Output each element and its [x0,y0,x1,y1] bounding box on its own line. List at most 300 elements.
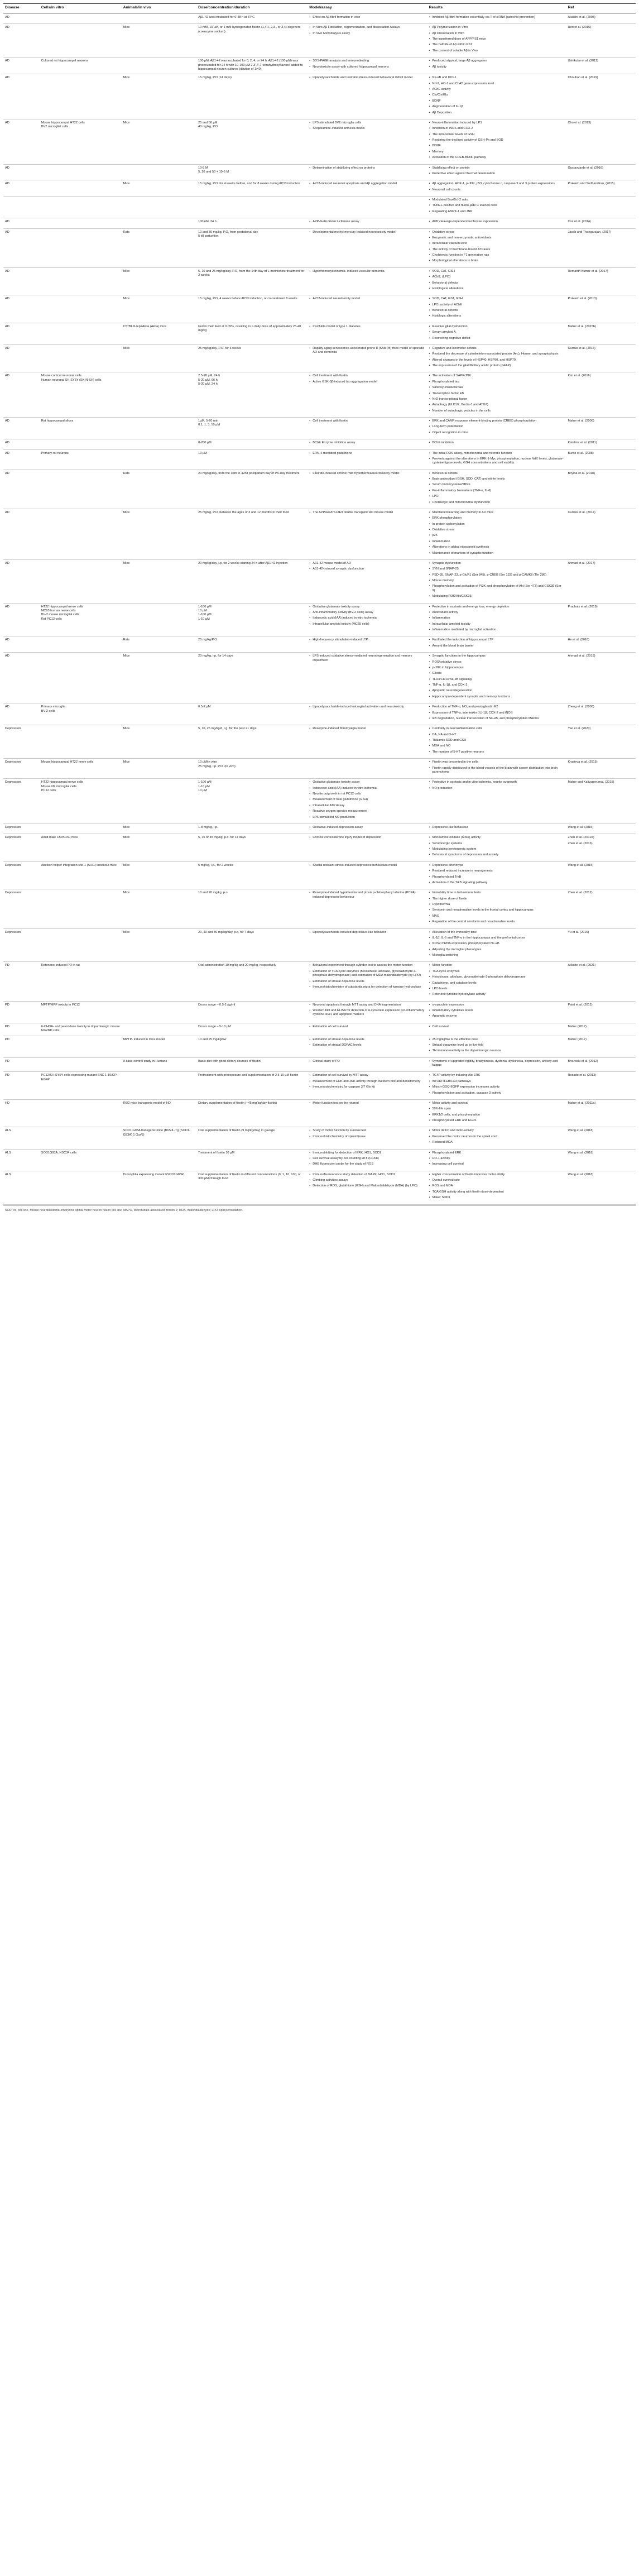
bullet-item: • PSD-95, SNAP-23, p-GluR1 (Ser 845), p-CREB (Ser 133) and p-CAMKII (Thr 286) [429,573,564,577]
bullet-item: • The initial ROS assay, mitochondrial and necrotic function [429,452,564,456]
bullet-item: • Western blot and ELISA for detection of α-synuclein expression pro-inflammatory cytokine level, and apoptotic markers [309,1009,425,1017]
cell-results [427,449,566,470]
cell-ref [566,267,636,295]
reference-link[interactable]: Prakash and Sudhandiran, (2015) [568,182,615,186]
cell-disease: AD [3,164,40,180]
bullet-item: • Motor function test on the rotarod [309,1102,425,1105]
bullet-item: • Histologic alterations [429,314,564,318]
cell-results-list [429,220,564,224]
reference-link[interactable]: Krasieva et al. (2015) [568,760,598,764]
cell-results-list [429,325,564,341]
cell-disease: PD [3,1001,40,1023]
cell-results [427,861,566,889]
bullet-item: • Intracellular amyloid toxicity (MC65 cells) [309,623,425,626]
cell-results [427,164,566,180]
cell-results-list [429,441,564,445]
bullet-item: • Oxidative-induced depression assay [309,826,425,830]
cell-model-assay [308,1057,427,1072]
table-row [3,1023,636,1036]
cell-cells-in-vitro [40,295,122,323]
bullet-item: • Depressive-like behaviour [429,826,564,830]
bullet-item: • Intracellular amyloid toxicity [429,623,564,626]
cell-dose: 10-5 M 5, 20 and 50 + 10-6 M [196,164,308,180]
cell-cells-in-vitro [40,636,122,653]
cell-cells-in-vitro [40,1171,122,1204]
bullet-item: • Modulating PI3K/Akt/GSK3β [429,595,564,598]
bullet-item: • TH immunoreactivity in the dopaminergic neurons [429,1049,564,1053]
cell-disease: AD [3,323,40,344]
reference-link[interactable]: Chouhan et al. (2019) [568,76,598,80]
cell-model-assay [308,1036,427,1057]
bullet-item: • ROS/oxidative stress [429,660,564,664]
cell-dose: 1-100 µM 10 µM 1-100 µM 1-10 µM [196,603,308,636]
bullet-item: • Intracellular ATP Assay [309,804,425,808]
cell-cells-in-vitro: HT22 hippocampal nerve cells Mouse N9 microglial cells PC12 cells [40,779,122,824]
cell-dose: 10 µM/in vitro 25 mg/kg, i.p. P.O. (in vivo) [196,759,308,779]
cell-animals-in-vivo: Mice [122,119,196,164]
cell-results-list [429,1129,564,1145]
cell-animals-in-vivo [122,603,196,636]
bullet-item: • Thalamic SOD and GSH [429,739,564,743]
cell-model-assay-list [309,472,425,476]
bullet-item: • SDS-PAGE analysis and immunoblotting [309,59,425,63]
bullet-item: • Reduced MDA [429,1141,564,1145]
cell-results [427,653,566,703]
cell-results [427,470,566,509]
bullet-item: • Lipopolysaccharide and restraint stress-induced behavioral deficit model [309,76,425,80]
cell-dose: Doses range – 5-10 µM [196,1023,308,1036]
reference-link[interactable]: Wang et al. (2018) [568,1172,594,1176]
cell-dose: 100 µM, Aβ1-42 was incubated for 0, 2, 4, or 24 h; Aβ1-42 (100 µM) was preincubated for 24 h with 10-100 µM 2,3',4',7-tetrahydroxyflavone added to hippocampal neuron cultures (dilution of 1:40) [196,58,308,74]
bullet-item: • HO-1 activity [429,1157,564,1161]
bullet-item: • Inflammation mediated by microglial activation [429,628,564,632]
bullet-item: • TCA cycle enzymes [429,970,564,974]
cell-cells-in-vitro [40,218,122,228]
cell-dose: Oral administration 10 mg/kg and 20 mg/kg, respectively [196,962,308,1001]
bullet-item: • Striatal dopamine level up to five-fold [429,1043,564,1047]
bullet-item: • Around the blood brain barrier [429,644,564,648]
reference-link[interactable]: Patel et al. (2012) [568,1003,593,1007]
cell-results-list [429,472,564,505]
reference-link[interactable]: Zheng et al. (2008) [568,705,594,709]
reference-link[interactable]: Maher (2017) [568,1024,587,1028]
col-header-disease: Disease [3,4,40,13]
cell-ref [566,295,636,323]
cell-animals-in-vivo: Mice [122,759,196,779]
table-row [3,823,636,834]
bullet-item: • Detection of ROS, glutathione (GSH) and Malondialdehyde (MDA) (by LPO) [309,1184,425,1188]
table-row [3,439,636,449]
bullet-item: • Clinical study of PD [309,1060,425,1064]
bullet-item: • Immunoblotting for detection of ERK, HO1, SOD1 [309,1151,425,1155]
bullet-item: • Cognitive and locomotor deficits [429,347,564,351]
bullet-item: • Reserpine-induced hypothermia and ptosis p-chlorophenyl alanine (PCPA) induced depressive behaviour [309,891,425,899]
cell-animals-in-vivo: Rats [122,228,196,267]
reference-link[interactable]: Zhen et al. (2012a) [568,836,594,840]
bullet-item: • Immunohistochemistry of substantia nigra for detection of tyrosine hydroxylase [309,985,425,989]
cell-dose: 10 mM, 10 µM, or 1 mM hydrogenated fisetin (1,4H, 2,3-, or 3,4) cogeners (coenzyme sodium) [196,24,308,58]
bullet-item: • Estimation of striatal dopamine levels [309,1038,425,1042]
bullet-item: • In protein carbonylation [429,523,564,526]
bullet-item: • Phosphorylated tau [429,380,564,384]
table-row [3,267,636,295]
bullet-item: • The transferred dose of APP/PS1 mice [429,37,564,41]
cell-model-assay [308,228,427,267]
cell-results-list [429,16,564,20]
bullet-item: • NOS2 mRNA expression, phosphorylated NF-κB [429,942,564,946]
reference-link[interactable]: Katalinic et al. (2011) [568,441,597,445]
table-row [3,861,636,889]
cell-results-list [429,166,564,176]
bullet-item: • α-synuclein expression [429,1003,564,1007]
bullet-item: • The higher dose of fisetin [429,897,564,901]
cell-animals-in-vivo [122,449,196,470]
cell-ref [566,779,636,824]
cell-ref [566,119,636,164]
bullet-item: • Fluoride-induced chronic mild hypothermia/neurotoxicity model [309,472,425,476]
cell-disease: PD [3,1072,40,1100]
cell-disease: AD [3,228,40,267]
bullet-item: • Measurement of total glutathione (GSH) [309,798,425,802]
cell-cells-in-vitro [40,1099,122,1127]
cell-cells-in-vitro [40,653,122,703]
bullet-item: • Climbing activities assays [309,1179,425,1182]
table-page [0,0,639,1216]
bullet-item: • Phosphorylated TrkB [429,875,564,879]
reference-link[interactable]: Prakash et al. (2013) [568,297,597,301]
cell-cells-in-vitro: SOD1G93A, NSC34 cells [40,1149,122,1171]
reference-link[interactable]: He et al. (2018) [568,638,589,642]
bullet-item: • LPS-induced oxidative stress-mediated neurodegeneration and memory impairment [309,654,425,663]
reference-link[interactable]: Currais et al. (2014) [568,510,595,514]
reference-link[interactable]: Prachuis et al. (2019) [568,605,598,609]
cell-cells-in-vitro: Primary microglia BV-2 cells [40,703,122,725]
reference-link[interactable]: Wang et al. (2018) [568,1129,594,1133]
cell-ref [566,861,636,889]
cell-model-assay-list [309,419,425,423]
cell-dose: 2.5-20 µM, 24 h 5-20 µM, 96 h 5-20 µM, 24 h [196,372,308,418]
cell-dose: 0-200 µM [196,439,308,449]
cell-model-assay-list [309,1151,425,1167]
cell-dose: 5 mg/kg, i.p., for 2 weeks [196,861,308,889]
cell-model-assay [308,861,427,889]
bullet-item: • NO production [429,787,564,791]
cell-dose: Doses range – 0.5-2 µg/ml [196,1001,308,1023]
cell-dose: 1-100 µM 1-10 µM 10 µM [196,779,308,824]
cell-model-assay [308,636,427,653]
bullet-item: • mTOR/TFEB/LC3 pathways [429,1080,564,1084]
reference-link[interactable]: Yao et al. (2020) [568,727,591,731]
table-row [3,636,636,653]
bullet-item: • Motor function [429,964,564,968]
cell-disease: ALS [3,1127,40,1149]
cell-model-assay-list [309,1025,425,1029]
cell-disease: AD [3,24,40,58]
cell-dose: 10 and 30 mg/kg, P.O, from gestational day 5 till parturition [196,228,308,267]
bullet-item: • Produced atypical, large Aβ aggregates [429,59,564,63]
table-row [3,834,636,862]
reference-link[interactable]: Gustavgarde et al. (2016) [568,166,603,170]
bullet-item: • IL-1β, IL-6 and TNF-α in the hippocampus and the prefrontal cortex [429,936,564,940]
cell-results [427,725,566,759]
cell-ref [566,1099,636,1127]
table-row [3,372,636,418]
bullet-item: • Hyperhomocysteinemia- induced vascular dementia [309,270,425,274]
bullet-item: • 25 mg/kg/bw is the effective dose [429,1038,564,1042]
bullet-item: • Histological alterations [429,287,564,291]
bullet-item: • Prevents against the alterations in ERK-1-Myc phosphorylation, nuclear NrfΞ levels, glutamate-cysteine ligase levels, GSH concentrations and cell viability [429,457,564,466]
reference-link[interactable]: Burdo et al. (2008) [568,451,594,455]
bullet-item: • Protective in oxytosis and energy loss, energy depletion [429,605,564,609]
reference-link[interactable]: Hemanth Kumar et al. (2017) [568,269,608,273]
cell-cells-in-vitro: Adult male C57BL/6J mice [40,834,122,862]
cell-model-assay [308,759,427,779]
cell-model-assay-list [309,727,425,731]
cell-results [427,58,566,74]
cell-disease: ALS [3,1171,40,1204]
cell-results-list [429,26,564,53]
cell-ref [566,344,636,372]
cell-results [427,928,566,962]
cell-animals-in-vivo [122,962,196,1001]
cell-animals-in-vivo: Mice [122,295,196,323]
cell-results-list [429,705,564,721]
table-row [3,1127,636,1149]
cell-disease: AD [3,603,40,636]
bullet-item: • Restoring the declined activity of GSH-Px and SOD [429,138,564,142]
reference-link[interactable]: Maher et al. (2011a) [568,1101,596,1105]
cell-animals-in-vivo [122,779,196,824]
cell-animals-in-vivo: Mice [122,74,196,119]
bullet-item: • Inflammation [429,616,564,620]
bullet-item: • Increasing cell survival [429,1162,564,1166]
cell-disease: AD [3,439,40,449]
cell-disease: AD [3,344,40,372]
table-row [3,13,636,23]
cell-dose: 1-8 mg/kg, i.p. [196,823,308,834]
cell-results-list [429,347,564,368]
cell-results-list [429,452,564,466]
reference-link[interactable]: Ushikubo et al. (2012) [568,59,599,63]
reference-link[interactable]: Wang et al. (2015) [568,863,594,867]
cell-animals-in-vivo: C57BL/6-lep2Akita (Akita) mice [122,323,196,344]
bullet-item: • Nrf-2, HO-1 and ChAT gene expression level [429,82,564,86]
bullet-item: • Higher concentration of fisetin improves motor ability [429,1173,564,1177]
cell-ref [566,725,636,759]
table-row [3,58,636,74]
cell-results-list [429,781,564,791]
cell-ref [566,509,636,559]
col-header-dose: Dose/concentration/duration [196,4,308,13]
bullet-item: • Oxidative glutamate toxicity assay [309,781,425,784]
cell-ref [566,228,636,267]
cell-model-assay-list [309,654,425,663]
cell-model-assay-list [309,166,425,170]
bullet-item: • 50% life span [429,1107,564,1111]
cell-model-assay [308,889,427,928]
bullet-item: • The activation of SAPK/JNK [429,374,564,378]
cell-model-assay-list [309,452,425,456]
bullet-item: • Behavioral experiment through cylinder test to assess the motor function [309,964,425,968]
bullet-item: • Augmentation of IL-1β [429,105,564,109]
bullet-item: • Reactive glial dysfunction [429,325,564,329]
bullet-item: • Active GSK-3β-induced tau aggregation model [309,380,425,384]
cell-disease: AD [3,470,40,509]
cell-results-list [429,297,564,319]
reference-link[interactable]: Zhen et al. (2016) [568,841,593,845]
cell-results [427,218,566,228]
reference-link[interactable]: Cox et al. (2014) [568,220,591,224]
bullet-item: • The APPswe/PS1dE9 double transgenic AD mouse model [309,511,425,515]
cell-results [427,372,566,418]
cell-cells-in-vitro [40,74,122,119]
bullet-item: • Number of autophagic vesicles in the cells [429,409,564,413]
cell-animals-in-vivo [122,1001,196,1023]
bullet-item: • Motor deficit and moto-activity [429,1129,564,1133]
bullet-item: • Apoptotic enzyme [429,1014,564,1018]
cell-results [427,323,566,344]
cell-disease [3,197,40,218]
cell-disease: ALS [3,1149,40,1171]
bullet-item: • Facilitated the induction of hippocampal LTP [429,638,564,642]
cell-results [427,1171,566,1204]
bullet-item: • Aβ Polymerization in Vitro [429,26,564,30]
table-row [3,1171,636,1204]
cell-ref [566,218,636,228]
bullet-item: • Serotonergic systems [429,842,564,846]
cell-results [427,509,566,559]
cell-results [427,636,566,653]
reference-link[interactable]: Maher and Kaliyaperumal, (2015) [568,781,614,784]
bullet-item: • Aβ toxicity [429,65,564,69]
reference-link[interactable]: Jacob and Thangarajan, (2017) [568,230,612,234]
cell-dose: Dietary supplementation of fisetin (~45 mg/kg/day fisetin) [196,1099,308,1127]
cell-animals-in-vivo: Mice [122,861,196,889]
bullet-item: • Regulating AMPK-1 and JNK [429,210,564,214]
cell-results-list [429,1151,564,1167]
cell-model-assay [308,323,427,344]
bullet-item: • Hippocampal-dependent synaptic and memory functions [429,695,564,699]
reference-link[interactable]: Maher et al. (2015b) [568,324,596,328]
table-row [3,24,636,58]
table-row [3,1099,636,1127]
cell-model-assay [308,295,427,323]
reference-link[interactable]: Brouwski et al. (2012) [568,1059,598,1063]
reference-link[interactable]: Ahmad et al. (2017) [568,561,595,565]
cell-ref [566,703,636,725]
cell-ref [566,1001,636,1023]
cell-disease: PD [3,1023,40,1036]
bullet-item: • Neuronal apoptosis through MTT assay and DNA fragmentation [309,1003,425,1007]
reference-link[interactable]: Yu et al. (2016) [568,930,589,934]
reference-link[interactable]: Hori et al. (2015) [568,26,592,30]
cell-disease: AD [3,295,40,323]
reference-link[interactable]: Alikatte et al. (2021) [568,964,596,968]
cell-model-assay [308,962,427,1001]
cell-model-assay [308,653,427,703]
bullet-item: • Inflammation [429,540,564,544]
cell-cells-in-vitro [40,928,122,962]
bullet-item: • Phosphorylated ERK and EGR1 [429,1119,564,1123]
bullet-item: • Cell treatment with fisetin [309,374,425,378]
bullet-item: • Phosphorylation and activation, caspase 3 activity [429,1091,564,1095]
bullet-item: • ROS and MDA [429,1184,564,1188]
cell-results-list [429,1173,564,1200]
cell-cells-in-vitro: MPTP/MPP toxicity in PC12 [40,1001,122,1023]
reference-link[interactable]: Rosado et al. (2013) [568,1074,597,1078]
cell-dose: 0.5-2 µM [196,703,308,725]
cell-animals-in-vivo [122,1072,196,1100]
cell-ref [566,928,636,962]
bullet-item: • TCA/GSH activity along with fisetin dose-dependent [429,1190,564,1194]
cell-results-list [429,654,564,699]
cell-ref [566,653,636,703]
cell-results-list [429,511,564,556]
cell-model-assay [308,372,427,418]
bullet-item: • Estimation of TCA cycle enzymes (hexokinase, aldolase, glyceraldehyde-3-phosphate dehydrogenase) and estimation of MDA malondialdehyde (by LPO) [309,970,425,978]
cell-animals-in-vivo: Mice [122,267,196,295]
cell-dose: 10 and 20 mg/kg, p.o [196,889,308,928]
bullet-item: • Estimation of striatal dopamine levels [309,980,425,984]
bullet-item: • LPS-stimulated NO production [309,816,425,820]
bullet-item: • Aβ Deposition [429,111,564,115]
cell-model-assay [308,470,427,509]
reference-link[interactable]: Ahmad et al. (2019) [568,654,595,658]
reference-link[interactable]: Currais et al. (2014) [568,346,595,350]
reference-link[interactable]: Zhen et al. (2012) [568,891,593,895]
cell-disease: AD [3,653,40,703]
reference-link[interactable]: Wang et al. (2015) [568,825,594,829]
bullet-item: • Immobility time in behavioural tests [429,891,564,895]
cell-cells-in-vitro [40,439,122,449]
bullet-item: • Aβ aggregation, AOK-1, p-JNK, p53, cytochrome c, caspase-9 and 3 protein expressions [429,182,564,186]
cell-cells-in-vitro: Rat hippocampal slices [40,418,122,439]
cell-model-assay-list [309,26,425,36]
reference-link[interactable]: Boyina et al. (2018) [568,471,595,475]
reference-link[interactable]: Kim et al. (2016) [568,374,591,378]
cell-results-list [429,891,564,924]
cell-ref [566,418,636,439]
bullet-item: • p-JNK in hippocampus [429,666,564,670]
cell-results [427,559,566,603]
cell-results-list [429,374,564,413]
cell-disease: AD [3,267,40,295]
bullet-item: • TLR4/CD14/NF-kB signaling [429,678,564,682]
cell-dose: 10 and 25 mg/kg/bw [196,1036,308,1057]
cell-model-assay [308,344,427,372]
table-row [3,295,636,323]
bullet-item: • Morphological alterations in brain [429,259,564,263]
reference-link[interactable]: Maher et al. (2006) [568,419,594,423]
cell-model-assay-list [309,1060,425,1064]
table-row [3,228,636,267]
cell-ref [566,439,636,449]
bullet-item: • Measurement of ERK and JNK activity through Western blot and densitometry [309,1080,425,1084]
bullet-item: • Phosphorylated ERK [429,1151,564,1155]
cell-animals-in-vivo [122,58,196,74]
reference-link[interactable]: Maher (2017) [568,1037,587,1041]
table-body [3,13,636,1204]
cell-dose: 25 mg/kg/day, P.O. for 3 weeks [196,344,308,372]
reference-link[interactable]: Akaishi et al. (2008) [568,15,595,19]
reference-link[interactable]: Wang et al. (2018) [568,1151,594,1155]
table-row [3,759,636,779]
cell-model-assay [308,1127,427,1149]
reference-link[interactable]: Cho et al. (2013) [568,121,592,125]
bullet-item: • Cholinergic and mitochondrial dysfunction [429,501,564,505]
cell-model-assay-list [309,270,425,274]
cell-disease: Depression [3,823,40,834]
